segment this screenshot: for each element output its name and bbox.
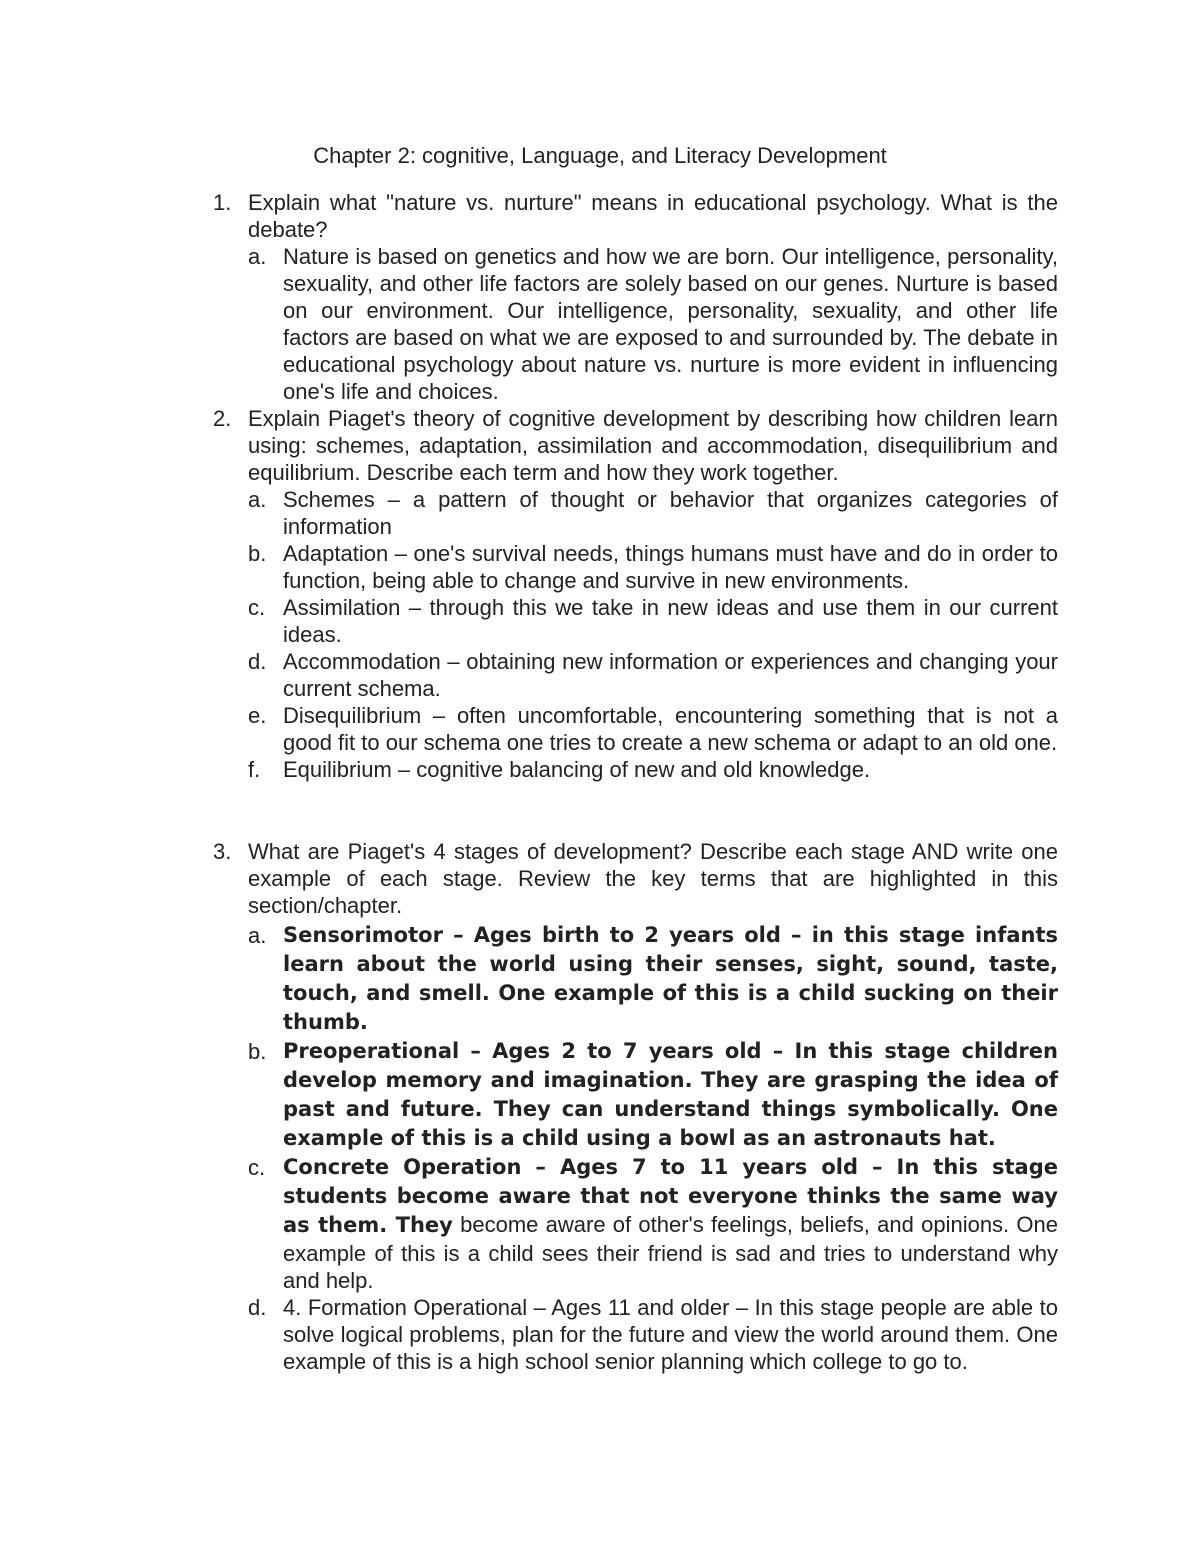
question-text: Explain Piaget's theory of cognitive development by describing how children learn using: schemes, adaptation, assimilation and accommodation, disequilibrium and equilibrium. Describe each term and how they work together. [248, 406, 1058, 485]
question-text: Explain what "nature vs. nurture" means in educational psychology. What is the debate? [248, 190, 1058, 242]
answer-item [248, 702, 1058, 756]
answer-item [248, 243, 1058, 405]
answer-text: Adaptation – one's survival needs, things humans must have and do in order to function, being able to change and survive in new environments. [283, 541, 1058, 593]
answer-text: Accommodation – obtaining new information or experiences and changing your current schema. [283, 649, 1058, 701]
answer-item [248, 648, 1058, 702]
answer-letter: f. [248, 757, 261, 782]
answer-text: Sensorimotor – Ages birth to 2 years old – in this stage infants learn about the world using their senses, sight, sound, taste, touch, and smell. One example of this is a child sucking on their thumb. [283, 923, 1058, 1034]
answer-letter: c. [248, 1155, 266, 1180]
answer-letter: b. [248, 541, 267, 566]
answer-item [248, 1153, 1058, 1294]
document-title: Chapter 2: cognitive, Language, and Literacy Development [313, 143, 887, 168]
answer-text: Equilibrium – cognitive balancing of new and old knowledge. [283, 757, 871, 782]
answer-bold-lead: Concrete Operation – Ages 7 to 11 years old – In this stage students become aware that not everyone thinks the same way as them. They [283, 1155, 1058, 1237]
answer-letter: a. [248, 923, 267, 948]
question-3 [213, 838, 1058, 1375]
question-number: 1. [213, 190, 232, 215]
answer-text: Schemes – a pattern of thought or behavior that organizes categories of information [283, 487, 1058, 539]
answer-item [248, 540, 1058, 594]
answer-text: Disequilibrium – often uncomfortable, encountering something that is not a good fit to our schema one tries to create a new schema or adapt to an old one. [283, 703, 1058, 755]
answer-letter: d. [248, 649, 267, 674]
answer-text: 4. Formation Operational – Ages 11 and older – In this stage people are able to solve logical problems, plan for the future and view the world around them. One example of this is a high school senior planning which college to go to. [283, 1295, 1058, 1374]
answer-text: Preoperational – Ages 2 to 7 years old – In this stage children develop memory and imagination. They are grasping the idea of past and future. They can understand things symbolically. One example of this is a child using a bowl as an astronauts hat. [283, 1039, 1058, 1150]
answer-text: Nature is based on genetics and how we are born. Our intelligence, personality, sexuality, and other life factors are solely based on our genes. Nurture is based on our environment. Our intelligence, personality, sexuality, and other life factors are based on what we are exposed to and surrounded by. The debate in educational psychology about nature vs. nurture is more evident in influencing one's life and choices. [283, 244, 1058, 404]
answer-text: become aware of other's feelings, beliefs, and opinions. One example of this is a child sees their friend is sad and tries to understand why and help. [283, 1212, 1058, 1293]
question-text: What are Piaget's 4 stages of development? Describe each stage AND write one example of each stage. Review the key terms that are highlighted in this section/chapter. [248, 839, 1058, 918]
answer-letter: c. [248, 595, 266, 620]
answer-letter: a. [248, 244, 267, 269]
question-number: 3. [213, 839, 232, 864]
answer-item [248, 1294, 1058, 1375]
answer-item [248, 594, 1058, 648]
question-1 [213, 189, 1058, 405]
answer-letter: a. [248, 487, 267, 512]
answer-item [248, 756, 1058, 783]
question-number: 2. [213, 406, 232, 431]
answer-text: Assimilation – through this we take in new ideas and use them in our current ideas. [283, 595, 1058, 647]
answer-item [248, 1037, 1058, 1153]
answer-letter: e. [248, 703, 267, 728]
answer-letter: b. [248, 1039, 267, 1064]
question-2 [213, 405, 1058, 783]
answer-letter: d. [248, 1295, 267, 1320]
answer-item [248, 921, 1058, 1037]
answer-item [248, 486, 1058, 540]
